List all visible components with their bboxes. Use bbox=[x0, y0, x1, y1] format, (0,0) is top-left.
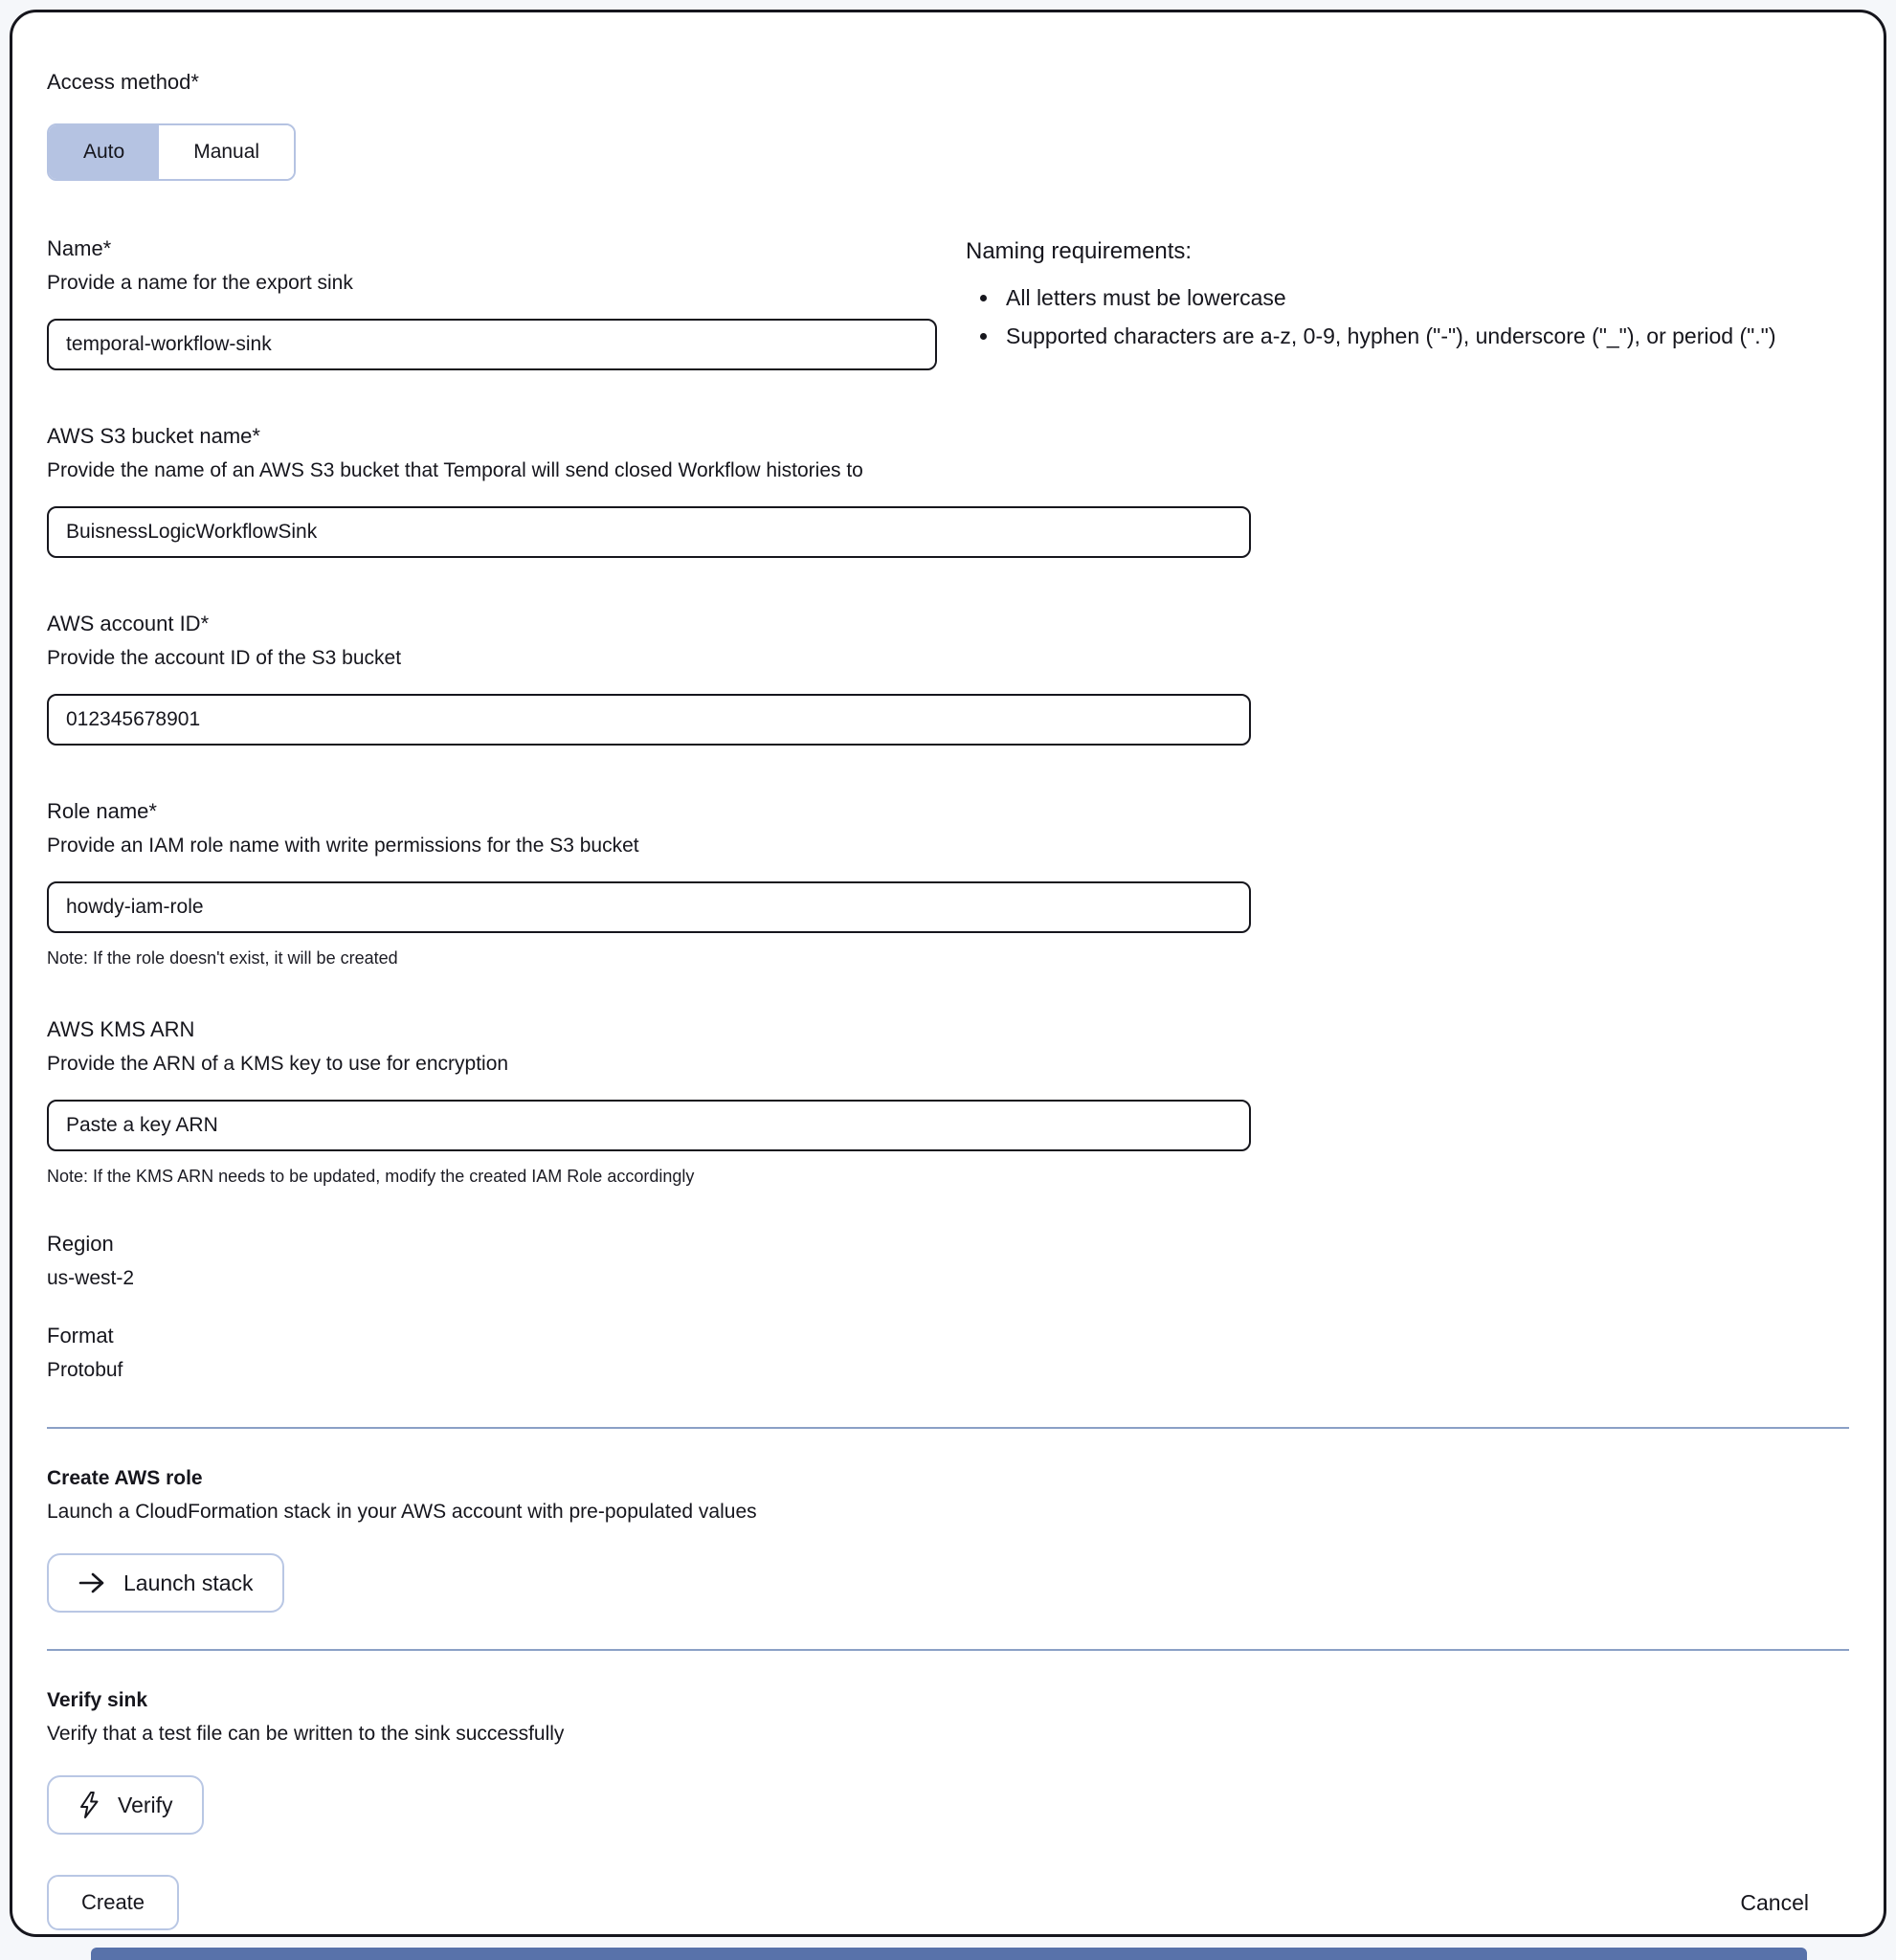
format-readonly bbox=[47, 1320, 1849, 1387]
create-role-description: Launch a CloudFormation stack in your AWS account with pre-populated values bbox=[47, 1501, 757, 1523]
format-value: Protobuf bbox=[47, 1359, 123, 1381]
role-field-group bbox=[47, 795, 1849, 969]
role-input[interactable] bbox=[47, 881, 1251, 933]
bucket-input[interactable] bbox=[47, 506, 1251, 558]
verify-sink-title: Verify sink bbox=[47, 1689, 148, 1711]
verify-button-label: Verify bbox=[118, 1792, 173, 1817]
role-label: Role name* bbox=[47, 799, 157, 823]
arrow-right-icon bbox=[78, 1570, 106, 1595]
role-description: Provide an IAM role name with write permissions for the S3 bucket bbox=[47, 835, 639, 857]
launch-stack-button[interactable] bbox=[47, 1553, 284, 1613]
account-label: AWS account ID* bbox=[47, 612, 210, 635]
naming-requirement-item: • Supported characters are a-z, 0-9, hyphen ("-"), underscore ("_"), or period (".") bbox=[1000, 317, 1849, 355]
launch-stack-button-label: Launch stack bbox=[123, 1570, 254, 1595]
region-value: us-west-2 bbox=[47, 1267, 135, 1289]
verify-sink-section bbox=[47, 1685, 1849, 1835]
verify-button[interactable] bbox=[47, 1775, 204, 1835]
kms-field-group bbox=[47, 1013, 1849, 1188]
role-note: Note: If the role doesn't exist, it will be created bbox=[47, 948, 398, 968]
access-method-toggle bbox=[47, 123, 296, 181]
kms-note: Note: If the KMS ARN needs to be updated, modify the created IAM Role accordingly bbox=[47, 1167, 695, 1186]
name-description: Provide a name for the export sink bbox=[47, 272, 353, 294]
naming-requirements bbox=[966, 233, 1849, 370]
bucket-label: AWS S3 bucket name* bbox=[47, 424, 260, 448]
kms-label: AWS KMS ARN bbox=[47, 1017, 195, 1041]
name-and-requirements-row bbox=[47, 233, 1849, 370]
kms-input[interactable] bbox=[47, 1100, 1251, 1151]
region-label: Region bbox=[47, 1232, 114, 1256]
format-label: Format bbox=[47, 1324, 114, 1348]
verify-sink-description: Verify that a test file can be written to the sink successfully bbox=[47, 1723, 565, 1745]
region-readonly bbox=[47, 1228, 1849, 1295]
access-method-option-manual[interactable]: Manual bbox=[159, 125, 294, 179]
divider bbox=[47, 1649, 1849, 1651]
create-button[interactable]: Create bbox=[47, 1875, 179, 1930]
create-role-section bbox=[47, 1463, 1849, 1613]
bottom-accent-bar bbox=[91, 1948, 1807, 1960]
access-method-option-auto[interactable]: Auto bbox=[49, 125, 159, 179]
create-role-title: Create AWS role bbox=[47, 1467, 203, 1489]
divider bbox=[47, 1427, 1849, 1429]
access-method-label: Access method* bbox=[47, 70, 199, 94]
account-input[interactable] bbox=[47, 694, 1251, 746]
naming-requirement-item: • All letters must be lowercase bbox=[1000, 278, 1849, 317]
cancel-button[interactable]: Cancel bbox=[1734, 1889, 1815, 1917]
bucket-field-group bbox=[47, 420, 1849, 558]
export-sink-form bbox=[10, 10, 1886, 1937]
naming-requirements-list bbox=[966, 278, 1849, 355]
bucket-description: Provide the name of an AWS S3 bucket that Temporal will send closed Workflow histories to bbox=[47, 459, 863, 481]
account-description: Provide the account ID of the S3 bucket bbox=[47, 647, 402, 669]
account-field-group bbox=[47, 608, 1849, 746]
naming-requirements-title: Naming requirements: bbox=[966, 238, 1193, 264]
lightning-bolt-icon bbox=[78, 1791, 100, 1819]
name-field-group bbox=[47, 233, 937, 370]
name-input[interactable] bbox=[47, 319, 937, 370]
name-label: Name* bbox=[47, 236, 112, 260]
kms-description: Provide the ARN of a KMS key to use for encryption bbox=[47, 1053, 509, 1075]
footer-actions bbox=[47, 1875, 1849, 1930]
